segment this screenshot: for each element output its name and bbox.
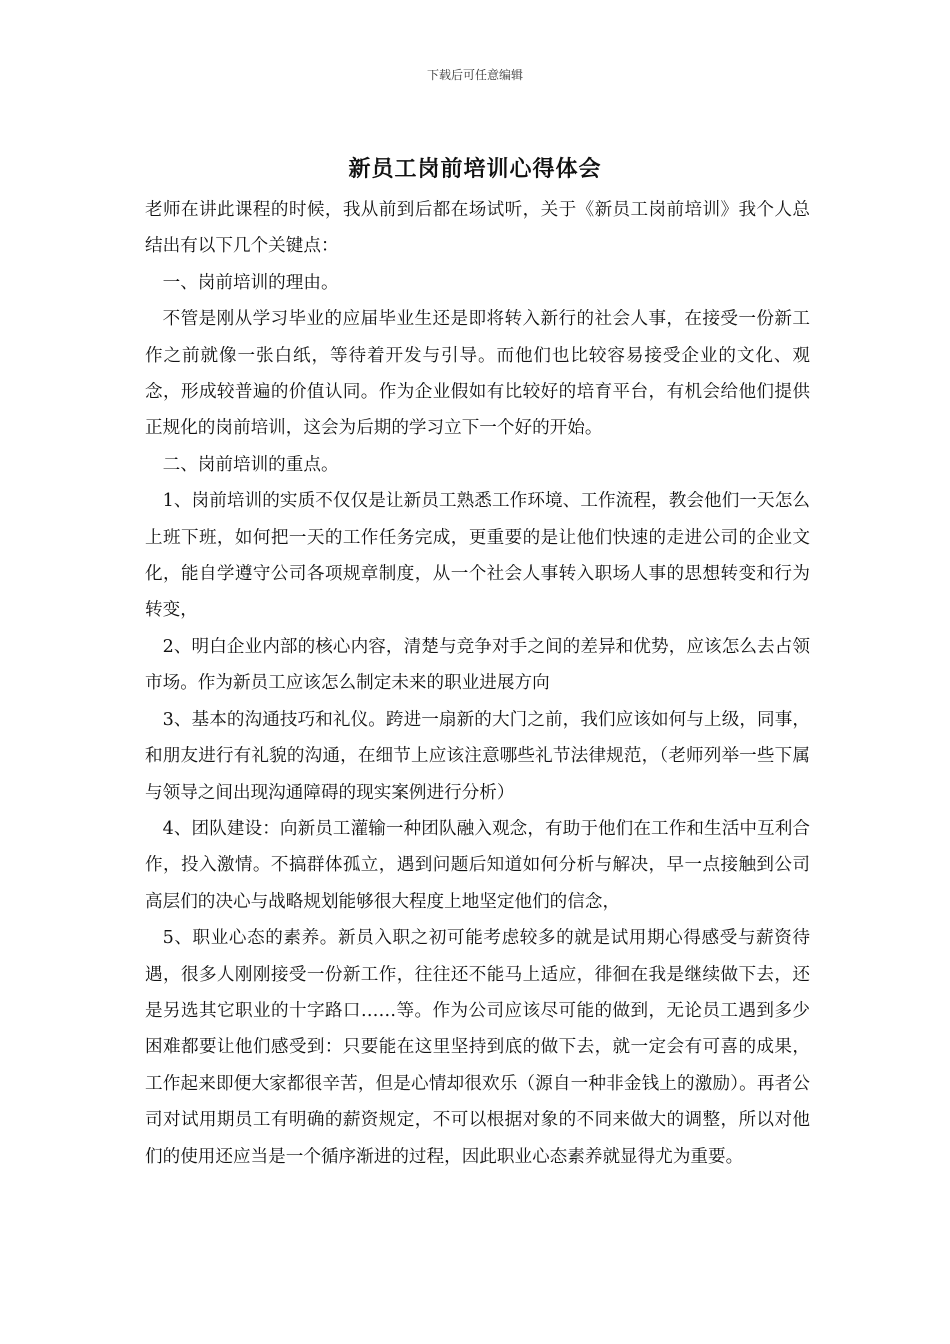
document-title: 新员工岗前培训心得体会 bbox=[348, 156, 602, 182]
paragraph-point-3: 3、基本的沟通技巧和礼仪。跨进一扇新的大门之前，我们应该如何与上级，同事，和朋友进行有礼貌的沟通，在细节上应该注意哪些礼节法律规范，（老师列举一些下属与领导之间出现沟通障碍的现实案例进行分析） bbox=[145, 709, 810, 803]
paragraph-heading-2: 二、岗前培训的重点。 bbox=[162, 454, 339, 475]
paragraph-point-1: 1、岗前培训的实质不仅仅是让新员工熟悉工作环境、工作流程，教会他们一天怎么上班下班，如何把一天的工作任务完成，更重要的是让他们快速的走进公司的企业文化，能自学遵守公司各项规章制度，从一个社会人事转入职场人事的思想转变和行为转变， bbox=[145, 491, 810, 621]
paragraph-heading-1: 一、岗前培训的理由。 bbox=[162, 272, 339, 293]
paragraph-point-2: 2、明白企业内部的核心内容，清楚与竞争对手之间的差异和优势，应该怎么去占领市场。作为新员工应该怎么制定未来的职业进展方向 bbox=[145, 636, 810, 694]
paragraph-reason: 不管是刚从学习毕业的应届毕业生还是即将转入新行的社会人事，在接受一份新工作之前就像一张白纸，等待着开发与引导。而他们也比较容易接受企业的文化、观念，形成较普遍的价值认同。作为企业假如有比较好的培育平台，有机会给他们提供正规化的岗前培训，这会为后期的学习立下一个好的开始。 bbox=[145, 309, 810, 439]
paragraph-point-4: 4、团队建设：向新员工灌输一种团队融入观念，有助于他们在工作和生活中互利合作，投入激情。不搞群体孤立，遇到问题后知道如何分析与解决，早一点接触到公司高层们的决心与战略规划能够很大程度上地坚定他们的信念， bbox=[145, 818, 810, 912]
header-note: 下载后可任意编辑 bbox=[426, 68, 523, 82]
paragraph-point-5: 5、职业心态的素养。新员入职之初可能考虑较多的就是试用期心得感受与薪资待遇，很多人刚刚接受一份新工作，往往还不能马上适应，徘徊在我是继续做下去，还是另选其它职业的十字路口……等。作为公司应该尽可能的做到，无论员工遇到多少困难都要让他们感受到：只要能在这里坚持到底的做下去，就一定会有可喜的成果，工作起来即便大家都很辛苦，但是心情却很欢乐（源自一种非金钱上的激励）。再者公司对试用期员工有明确的薪资规定，不可以根据对象的不同来做大的调整，所以对他们的使用还应当是一个循序渐进的过程，因此职业心态素养就显得尤为重要。 bbox=[145, 928, 810, 1167]
paragraph-intro: 老师在讲此课程的时候，我从前到后都在场试听，关于《新员工岗前培训》我个人总结出有以下几个关键点： bbox=[145, 200, 810, 257]
document-body bbox=[145, 192, 810, 1175]
